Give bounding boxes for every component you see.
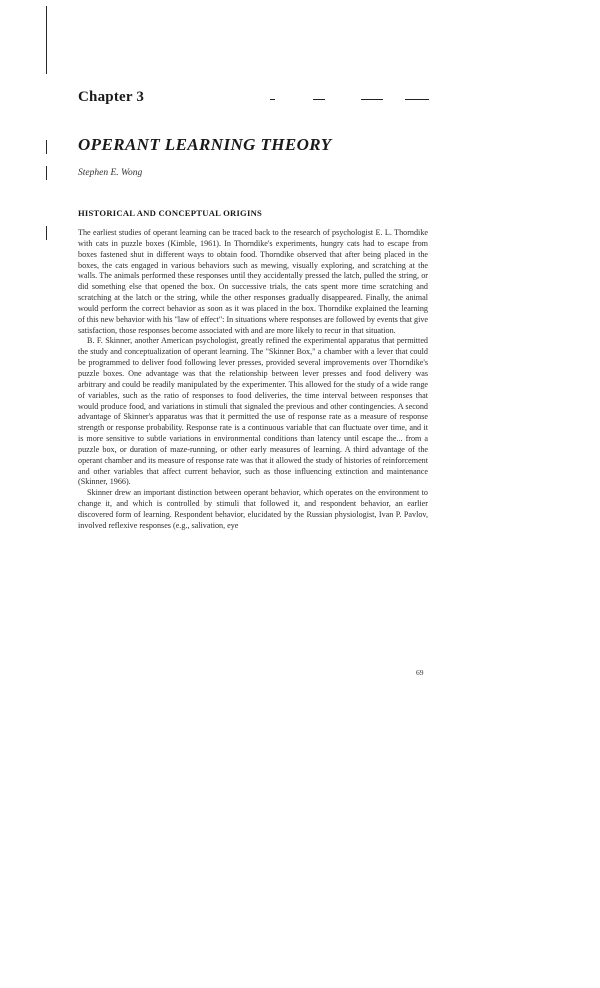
header-dash-2 bbox=[313, 99, 325, 100]
header-dash-4 bbox=[405, 99, 429, 100]
margin-bar-top bbox=[46, 6, 47, 74]
chapter-label: Chapter 3 bbox=[78, 89, 145, 105]
chapter-author: Stephen E. Wong bbox=[78, 168, 143, 178]
paragraph-3: Skinner drew an important distinction between operant behavior, which operates on the environment to change it, and which is controlled by stimuli that followed it, and respondent behavior, an earlier discovered form of learning. Respondent behavior, elucidated by the Russian physiologist, Ivan P. Pavlov, involved reflexive responses (e.g., salivation, eye bbox=[78, 488, 428, 530]
header-dash-3 bbox=[361, 99, 383, 100]
paragraph-1: The earliest studies of operant learning can be traced back to the research of psychologist E. L. Thorndike with cats in puzzle boxes (Kimble, 1961). In Thorndike's experiments, hungry cats had to escape from boxes fastened shut in different ways to obtain food. Thorndike observed that after being placed in the boxes, the cats engaged in various behaviors such as mewing, visually exploring, and scratching at the walls. The animals performed these responses until they accidentally pressed the latch, pulled the string, or did something else that opened the box. On successive trials, the cats spent more time scratching and scratching at the latch or the string, while the other responses gradually disappeared. Finally, the animal would perform the correct behavior as soon as it was placed in the box. Thorndike explained the learning of this new behavior with his "law of effect": In situations where responses are followed by events that give satisfaction, those responses become associated with and are more likely to recur in that situation. bbox=[78, 228, 428, 335]
margin-bar-section bbox=[46, 226, 47, 240]
margin-bar-author bbox=[46, 166, 47, 180]
body-text bbox=[78, 228, 428, 532]
chapter-title: OPERANT LEARNING THEORY bbox=[78, 135, 332, 154]
header-dash-1 bbox=[270, 99, 275, 100]
paragraph-2: B. F. Skinner, another American psychologist, greatly refined the experimental apparatus that permitted the study and conceptualization of operant learning. The "Skinner Box," a chamber with a lever that could be programmed to deliver food following lever presses, provided several improvements over Thorndike's puzzle boxes. One advantage was that the relationship between lever presses and food delivery was arbitrary and could be readily manipulated by the experimenter. This allowed for the study of a wide range of variables, such as the ratio of responses to food deliveries, the time interval between responses that would produce food, and variations in stimuli that signaled the previous and other contingencies. A second advantage of Skinner's apparatus was that it permitted the use of response rate as a measure of response strength or response probability. Response rate is a continuous variable that can fluctuate over time, and it is more sensitive to subtle variations in environmental conditions than latency until escape the... from a puzzle box, or duration of maze-running, or other early measures of learning. A third advantage of the operant chamber and its measure of response rate was that it allowed the study of histories of reinforcement and other variables that affect current behavior, such as those influencing extinction and maintenance (Skinner, 1966). bbox=[78, 336, 428, 487]
section-heading: HISTORICAL AND CONCEPTUAL ORIGINS bbox=[78, 208, 263, 218]
margin-bar-title bbox=[46, 140, 47, 154]
page-number: 69 bbox=[416, 668, 424, 677]
